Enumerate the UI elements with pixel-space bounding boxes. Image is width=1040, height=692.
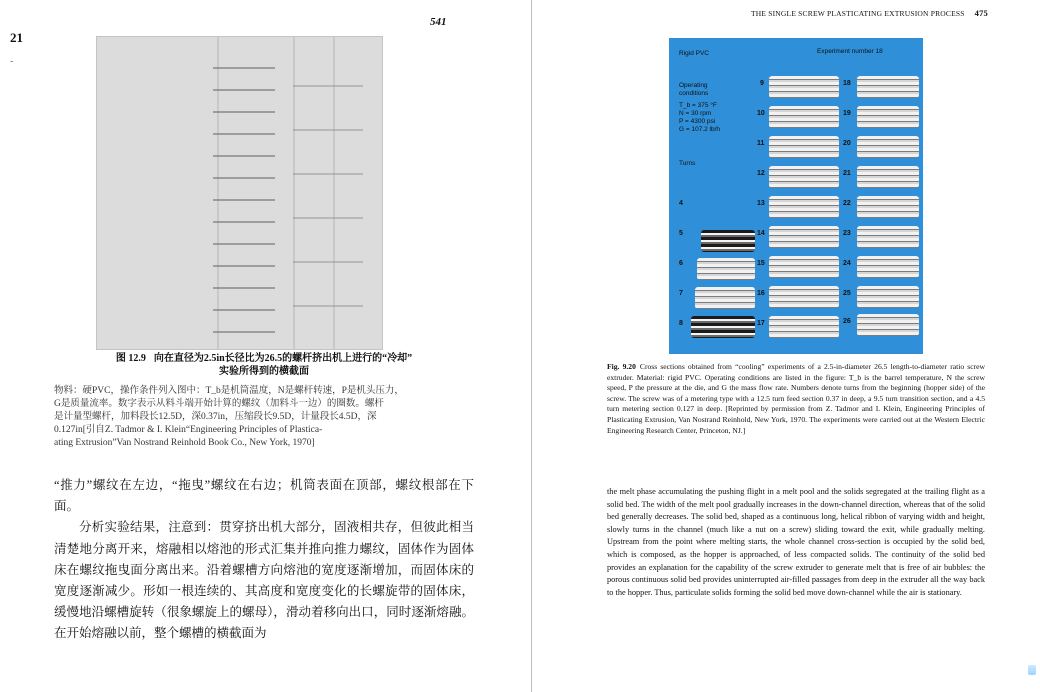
condition-p: P = 4300 psi	[679, 118, 716, 125]
caption-line: G是质量流率。数字表示从料斗端开始计算的螺纹（加料斗一边）的圈数。螺杆	[54, 399, 384, 409]
condition-g: G = 107.2 lb/h	[679, 126, 721, 133]
conditions-title: conditions	[679, 90, 709, 97]
turn-number: 13	[757, 200, 765, 207]
right-figure-label: Fig. 9.20	[607, 362, 636, 371]
left-figure-caption	[54, 385, 474, 450]
turn-number: 6	[679, 260, 683, 267]
turn-number: 26	[843, 318, 851, 325]
cross-section-sample	[769, 106, 839, 128]
left-paragraph-2: 分析实验结果，注意到：贯穿挤出机大部分，固液相共存，但彼此相当清楚地分离开来，熔融相以熔池的形式汇集并推向推力螺纹，固体作为固体床在螺纹拖曳面分离出来。沿着螺槽方向熔池的宽度逐渐增加，而固体床的宽度逐渐减少。形如一根连续的、其高度和宽度变化的长螺旋带的固体床，缓慢地沿螺槽旋转（很象螺旋上的螺母），滑动着移向出口，同时逐渐熔融。在开始熔融以前，整个螺槽的横截面为	[54, 520, 474, 641]
turn-number: 25	[843, 290, 851, 297]
turn-number: 15	[757, 260, 765, 267]
cross-section-sample	[857, 106, 919, 128]
cross-section-sample	[857, 76, 919, 98]
right-figure-caption	[607, 362, 985, 436]
conditions-title: Operating	[679, 82, 708, 89]
cross-section-sample	[769, 76, 839, 98]
cross-section-sample	[857, 166, 919, 188]
turn-number: 17	[757, 320, 765, 327]
cross-section-sample	[769, 286, 839, 308]
right-running-header	[700, 8, 988, 18]
condition-n: N = 30 rpm	[679, 110, 712, 117]
caption-line: 是计量型螺杆，加料段长12.5D，深0.37in，压缩段长9.5D，计量段长4.5D，深	[54, 412, 377, 422]
right-figure-photo	[669, 38, 923, 354]
cross-section-sample	[769, 166, 839, 188]
turn-number: 23	[843, 230, 851, 237]
turn-number: 10	[757, 110, 765, 117]
experiment-label: Experiment number 18	[817, 48, 883, 55]
cross-section-sample	[857, 314, 919, 336]
turn-number: 21	[843, 170, 851, 177]
cross-section-sample	[769, 196, 839, 218]
material-label: Rigid PVC	[679, 50, 709, 57]
cross-section-sample	[691, 316, 755, 338]
turn-number: 5	[679, 230, 683, 237]
left-body-text	[54, 475, 474, 645]
right-body-text: the melt phase accumulating the pushing flight in a melt pool and the solids segregated at the trailing flight as a solid bed. The width of the melt pool gradually increases in the down-channel direction, whereas that of the solid bed generally decreases. The solid bed, shaped as a continuous long, helical ribbon of varying width and height, slowly turns in the channel (much like a nut on a screw) sliding toward the exit, while gradually melting. Upstream from the point where melting starts, the whole channel cross-section is occupied by the solid bed, which is composed, as the hopper is approached, of less compacted solids. The continuity of the solid bed provides an explanation for the capability of the screw extruder to generate melt that is free of air bubbles: the porous continuous solid bed provides uninterrupted air-filled passages from deep in the extruder all the way back to the hopper. Thus, particulate solids forming the solid bed move down-channel while the air is stationary.	[607, 487, 985, 597]
cross-section-sample	[857, 196, 919, 218]
left-figure-title-line1: 向在直径为2.5in长径比为26.5的螺杆挤出机上进行的“冷却”	[153, 353, 413, 364]
right-page-number: 475	[974, 8, 988, 18]
left-page-number: 541	[430, 16, 447, 28]
cross-section-sample	[857, 256, 919, 278]
left-figure-title-line2: 实验所得到的横截面	[219, 366, 309, 377]
turn-number: 20	[843, 140, 851, 147]
condition-tb: T_b = 375 °F	[679, 102, 717, 109]
margin-number: 21	[10, 30, 23, 45]
left-figure-title	[54, 352, 474, 378]
left-paragraph-1: “推力”螺纹在左边，“拖曳”螺纹在右边；机筒表面在顶部，螺纹根部在下面。	[54, 478, 474, 514]
turn-number: 16	[757, 290, 765, 297]
turn-number: 18	[843, 80, 851, 87]
caption-line: 0.127in[引自Z. Tadmor & I. Klein“Engineering Principles of Plastica-	[54, 425, 323, 435]
cross-section-sample	[769, 226, 839, 248]
cross-section-sample	[857, 286, 919, 308]
turn-number: 19	[843, 110, 851, 117]
operating-conditions	[679, 82, 720, 134]
turns-label: Turns	[679, 160, 696, 167]
caption-line: ating Extrusion”Van Nostrand Reinhold Book Co., New York, 1970]	[54, 438, 315, 448]
cross-section-sample	[697, 258, 755, 280]
cross-section-sample	[695, 287, 755, 309]
corner-scroll-icon[interactable]	[1028, 665, 1036, 675]
cross-section-sample	[857, 136, 919, 158]
margin-tick: -	[10, 56, 14, 67]
turn-number: 22	[843, 200, 851, 207]
cross-section-sample	[769, 316, 839, 338]
cross-section-sample	[769, 256, 839, 278]
cross-section-sample	[701, 230, 755, 252]
right-caption-text: Cross sections obtained from “cooling” experiments of a 2.5-in-diameter 26.5 length-to-diameter ratio screw extruder. Material: rigid PVC. Operating conditions are listed in the figure: T_b is the barrel temperature, N the screw speed, P the pressure at the die, and G the mass flow rate. Numbers denote turns from the beginning (hopper side) of the screw. The screw was of a metering type with a 12.5 turn feed section 0.37 in deep, a 9.5 turn transition section, and a 4.5 turn metering section 0.127 in deep. [Reprinted by permission from Z. Tadmor and I. Klein, Engineering Principles of Plasticating Extrusion, Van Nostrand Reinhold, New York, 1970. The experiments were carried out at the Western Electric Engineering Research Center, Princeton, NJ.]	[607, 362, 985, 435]
turn-number: 9	[760, 80, 764, 87]
turn-number: 8	[679, 320, 683, 327]
running-title: THE SINGLE SCREW PLASTICATING EXTRUSION PROCESS	[750, 9, 965, 18]
turn-number: 7	[679, 290, 683, 297]
caption-line: 物料：硬PVC，操作条件列入图中：T_b是机筒温度，N是螺杆转速，P是机头压力，	[54, 386, 404, 396]
cross-section-sample	[857, 226, 919, 248]
page-divider	[531, 0, 532, 692]
cross-section-sample	[769, 136, 839, 158]
left-figure-label: 图 12.9	[115, 353, 146, 364]
turn-number: 24	[843, 260, 851, 267]
turn-number: 11	[757, 140, 765, 147]
left-figure-photo	[96, 36, 383, 350]
turn-number: 12	[757, 170, 765, 177]
turn-number: 14	[757, 230, 765, 237]
turn-number: 4	[679, 200, 683, 207]
